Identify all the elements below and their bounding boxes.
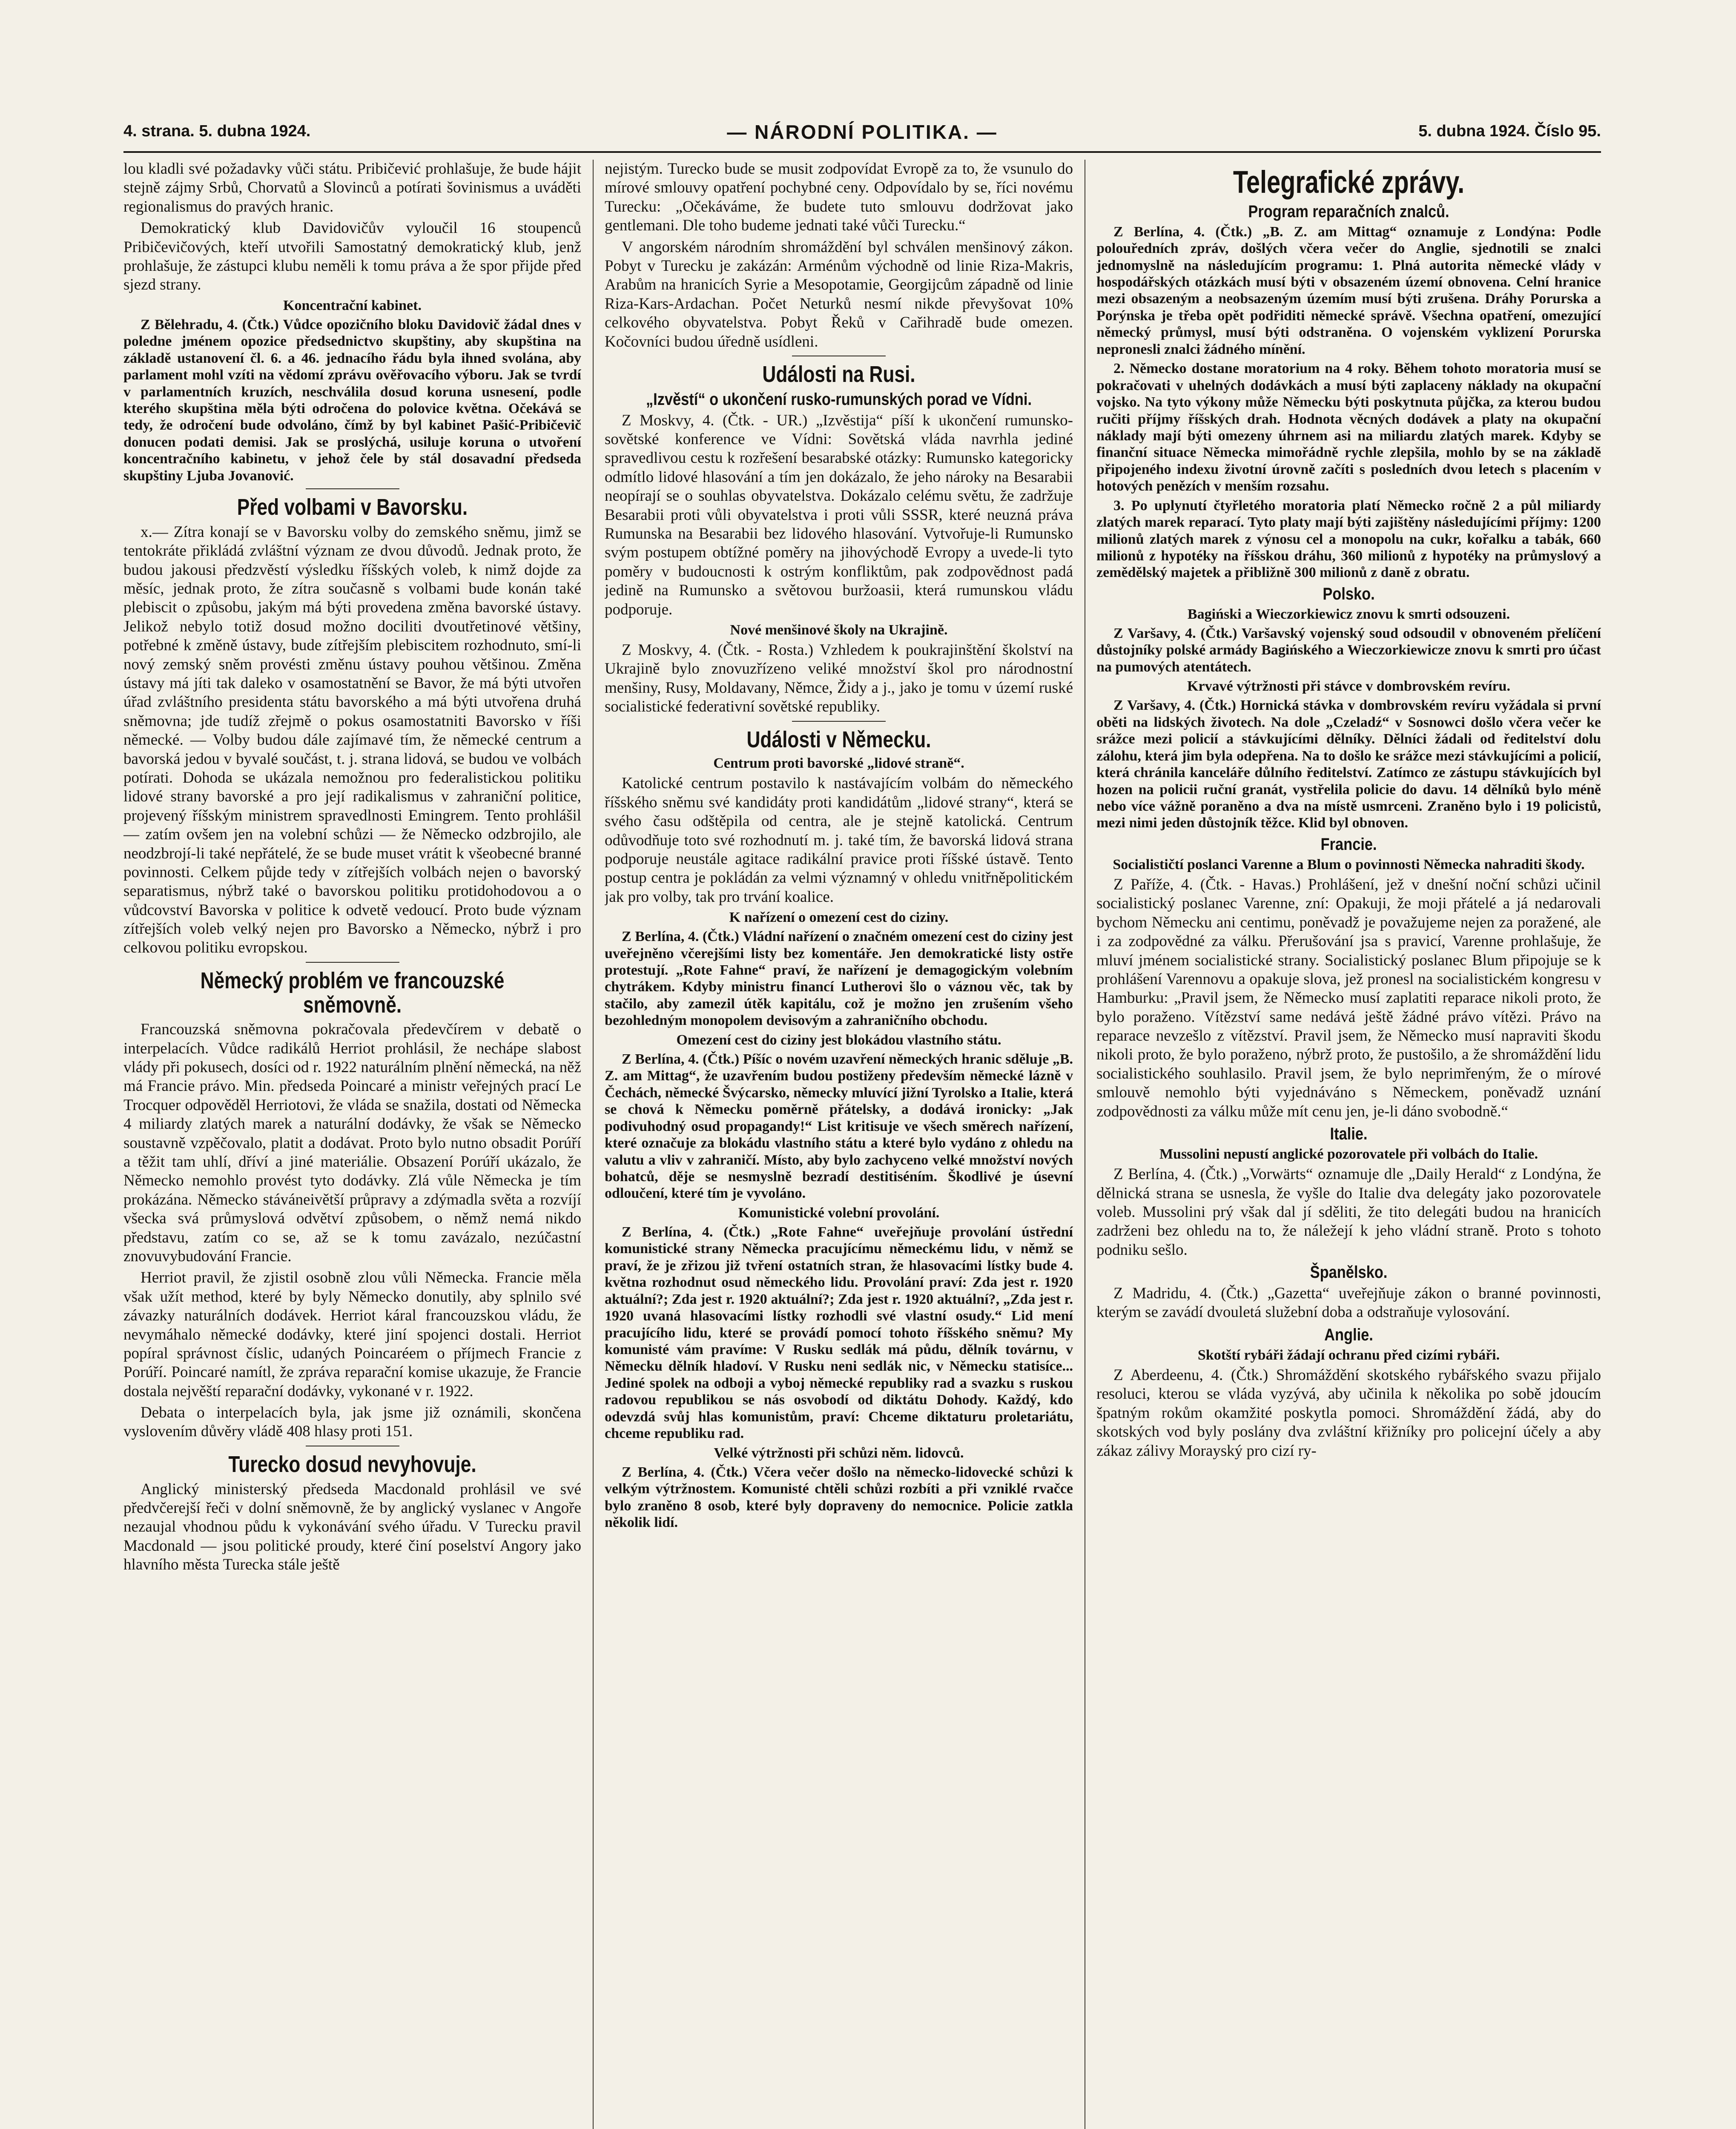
header-page-date: 4. strana. 5. dubna 1924. — [123, 122, 311, 140]
article-text: Anglický ministerský předseda Macdonald prohlásil ve své předvčerejší řeči v dolní sněmovně, že by anglický vyslanec v Angoře nezaujal vhodnou půdu k vykonávání svého úřadu. V Turecku pravil Macdonald — jsou politické proudy, které činí poselství Angory jako hlavního města Turecka stále ještě — [123, 1480, 581, 1574]
article-heading: Skotští rybáři žádají ochranu před cizími rybáři. — [1197, 1347, 1500, 1363]
article-heading: Program reparačních znalců. — [1248, 202, 1449, 221]
article-text: Z Berlína, 4. (Čtk.) „Rote Fahne“ uveřejňuje provolání ústřední komunistické strany Německa pracujícímu německému lidu, v němž se praví, že je zřizou již tvření ostatních stran, že hlasovacími lístky bude 4. května rozhodnut osud německého lidu. Provolání praví: Zda jest r. 1920 aktuální?; Zda jest r. 1920 aktuální?; Zda jest r. 1920 aktuální?, „Zda jest r. 1920 uvaná hlasovacími lístky rozhodli své vlastní osudy.“ Lid mení pracujícího lidu, které se provádí pomocí tohoto říšského sněmu? My komunisté vám pravíme: V Rusku sedlák má půdu, dělník továrnu, v Německu dělník hladoví. V Rusku neni sedlák nic, v Německu statisíce... Jediné spolek na odboji a vyboj německé republiky rad a svazku s ruskou radovou republikou se nás osvobodí od diktátu Dohody. Každý, kdo odevzdá svůj hlas komunistům, praví: Chceme diktaturu proletariátu, chceme republiku rad. — [605, 1224, 1073, 1442]
article-heading: Centrum proti bavorské „lidové straně“. — [713, 755, 964, 772]
article-text: Z Madridu, 4. (Čtk.) „Gazetta“ uveřejňuje zákon o branné povinnosti, kterým se zavádí dvouletá služební doba a odstraňuje vylosování. — [1096, 1285, 1601, 1321]
article-text: x.— Zítra konají se v Bavorsku volby do zemského sněmu, jimž se tentokráte přikládá zvláštní význam ze dvou důvodů. Jednak proto, že budou jakousi předzvěstí výsledku říšských voleb, k nimž dojde za měsíc, jednak proto, že zítra současně s volbami bude konán také plebiscit o způsobu, jakým má býti provedena změna bavorské ústavy. Jelikož nebylo totiž dosud možno dociliti dvoutřetinové většiny, potřebné k změně ústavy, bude zítřejším plebiscitem rozhodnuto, smí-li nový zemský sněm provésti změnu ústavy pouhou většinou. Změna ústavy má jíti tak daleko v osamostatnění se Bavor, že má býti utvořen úřad zvláštního presidenta státu bavorského a má býti utvořena druhá sněmovna; jde tudíž zřejmě o pokus osamostatniti Bavorsko v říši německé. — Volby budou dále zajímavé tím, že německé centrum a bavorská jedou v byvalé součást, t. j. strana lidová, se budou ve volbách potírati. Dohoda se ukázala nemožnou pro federalistickou politiku lidové strany bavorské a pro její radikalismus v zahraniční politice, projevený říšským ministrem spravedlnosti Emingrem. Tento prohlášil — zatím ovšem jen na volební schůzi — že Německo odzbrojilo, ale neodzbrojí-li také nepřátelé, že se bude muset vrátit k všeobecné branné povinnosti. Celkem půjde tedy v zítřejších volbách nejen o bavorský separatismus, nýbrž také o bavorskou politiku protidohodovou a o vůdcovství Bavorska v politice k odvetě vedoucí. Proto bude význam zítřejších voleb velký nejen pro Bavorsko a Německo, nýbrž i pro celkovou politiku evropskou. — [123, 523, 581, 957]
article-heading: Nové menšinové školy na Ukrajině. — [730, 622, 948, 638]
header-masthead: — NÁRODNÍ POLITIKA. — — [727, 121, 998, 143]
section-headline: Události v Německu. — [746, 726, 931, 752]
country-heading: Francie. — [1320, 835, 1377, 854]
article-heading: Komunistické volební provolání. — [738, 1205, 940, 1221]
article-text: V angorském národním shromáždění byl schválen menšinový zákon. Pobyt v Turecku je zakázán: Arménům východně od linie Riza-Makris, Arabům na hranicích Syrie a Mesopotamie, Georgijcům západně od linie Riza-Kars-Ardachan. Počet Neturků nesmí nikde převyšovat 10% celkového obyvatelstva. Pobyt Řeků v Cařihradě bude omezen. Kočovníci budou úředně usídleni. — [605, 238, 1073, 350]
page-header — [123, 113, 1601, 153]
article-headline: Německý problém ve francouzské sněmovně. — [200, 967, 505, 1018]
article-heading: K nařízení o omezení cest do ciziny. — [729, 910, 949, 926]
article-heading: Velké výtržnosti při schůzi něm. lidovců. — [714, 1445, 964, 1461]
section-divider — [306, 962, 399, 963]
article-text: Z Berlína, 4. (Čtk.) „Vorwärts“ oznamuje dle „Daily Herald“ z Londýna, že dělnická strana se usnesla, že vyšle do Italie dva delegáty jako pozorovatele voleb. Mussolini prý však dal jí sděliti, že tito delegáti budou na hranicích zadrženi bez ohledu na to, že náležejí k jeho vládní straně. Proto s tohoto podniku sešlo. — [1096, 1165, 1601, 1259]
article-text: Z Berlína, 4. (Čtk.) Včera večer došlo na německo-lidovecké schůzi k velkým výtržnostem. Komunisté chtěli schůzi rozbíti a při vzniklé rvačce bylo zraněno 8 osob, které byly dopraveny do nemocnice. Policie zatkla několik lidí. — [605, 1464, 1073, 1530]
article-text: Z Berlína, 4. (Čtk.) Píšíc o novém uzavření německých hranic sděluje „B. Z. am Mittag“, že uzavřením budou postiženy především německé lázně v Čechách, německé Švýcarsko, německy mluvící jižní Tyrolsko a Italie, která se chová k Německu poměrně přátelsky, a dodává ironicky: „Jak podivuhodný osud propagandy!“ List kritisuje ve všech směrech nařízení, které označuje za blokádu vlastního státu a které bylo vydáno z ohledu na valutu a vliv v zahraničí. Místo, aby bylo zachyceno velké množství nových bohatců, děje se nesmyslně bezradí destitiséním. Škodlivé je úsevní odloučení, které tím je vyvoláno. — [605, 1051, 1073, 1202]
article-text: Z Moskvy, 4. (Čtk. - UR.) „Izvěstija“ píší k ukončení rumunsko-sovětské konference ve Vídni: Sovětská vláda navrhla jediné spravedlivou cestu k rozřešení besarabské otázky: Rumunsko kategoricky odmítlo lidové hlasování a tím jen dokázalo, že jeho nároky na Besarabii neopírají se o souhlas obyvatelstva. Dokázalo celému světu, že zadržuje Besarabii proti vůli obyvatelstva i proti vůli SSSR, které neuzná práva Rumunska na Besarabii bez lidového hlasování. Vytvořuje-li Rumunsko svým postupem obtížné poměry na jihovýchodě Evropy a uvede-li tyto poměry v budoucnosti k ostrým konfliktům, pak zodpovědnost padá jedině na Rumunsko a světovou buržoasii, která rumunskou vládu podporuje. — [605, 411, 1073, 618]
article-text: lou kladli své požadavky vůči státu. Pribičević prohlašuje, že bude hájit stejně zájmy Srbů, Chorvatů a Slovinců a potírati šovinismus a uváděti regionalismus do pravých hranic. — [123, 160, 581, 215]
article-text: 3. Po uplynutí čtyřletého moratoria platí Německo ročně 2 a půl miliardy zlatých marek reparací. Tyto platy mají býti zajištěny následujícími příjmy: 1200 milionů zlatých marek z výnosu cel a monopolu na cukr, kořalku a tabák, 660 milionů z hypotéky na říšskou dráhu, 360 milionů z hypotéky na průmyslový a zemědělský majetek a přibližně 300 milionů z daně z obratu. — [1096, 497, 1601, 581]
article-text: Demokratický klub Davidovičův vyloučil 16 stoupenců Pribičevičových, kteří utvořili Samostatný demokratický klub, jenž prohlašuje, že zástupci klubu neměli k tomu práva a že spor přijde před sjezd strany. — [123, 219, 581, 294]
newspaper-page — [123, 113, 1601, 2129]
article-text: Debata o interpelacích byla, jak jsme již oznámili, skončena vyslovením důvěry vládě 408 hlasy proti 151. — [123, 1404, 581, 1440]
column-left — [123, 160, 581, 2129]
article-text: Herriot pravil, že zjistil osobně zlou vůli Německa. Francie měla však užít method, které by byly Německo donutily, aby splnilo své závazky naturálních dodávek. Herriot káral francouzskou vládu, že nevymáhalo německé dodávky, které jiní spojenci dostali. Herriot popíral správnost číslic, udaných Poincaréem o příjmech Francie z Porúří. Poincaré namítl, že zpráva reparační komise ukazuje, že Francie dostala nejvěští reparační dodávky, vykonané v r. 1922. — [123, 1269, 581, 1400]
country-heading: Španělsko. — [1310, 1263, 1388, 1282]
article-text: Francouzská sněmovna pokračovala předevčírem v debatě o interpelacích. Vůdce radikálů Herriot prohlásil, že nechápe slabost vlády při pokusech, dosíci od r. 1922 naturálním plnění německá, na něž má Francie právo. Min. předseda Poincaré a ministr veřejných prací Le Trocquer odpověděl Herriotovi, že vláda se snažila, dostati od Německa 4 miliardy zlatých marek a naturální dodávky, že však se Německo soustavně vzpěčovalo, platit a dodávat. Proto bylo nutno obsadit Porúří a těžit tam uhlí, dříví a jiné materiálie. Obsazení Porúří ukázalo, že Německo nemohlo provést tyto dodávky. Zlá vůle Německa je tím prokázána. Německo stáváneivětší průpravy a zdýmadla světa a rozvíjí všecka svá průmyslová odvětví způsobem, o němž nemá nikdo představu, zatím co se, až se k tomu zavázalo, nezúčastní znovuvybudování Francie. — [123, 1021, 581, 1265]
article-headline: Před volbami v Bavorsku. — [237, 494, 468, 520]
column-middle — [605, 160, 1073, 2129]
country-heading: Polsko. — [1323, 584, 1375, 603]
article-heading: Koncentrační kabinet. — [283, 297, 422, 313]
header-issue-number: 5. dubna 1924. Číslo 95. — [1418, 122, 1601, 140]
section-headline: Události na Rusi. — [762, 361, 915, 387]
article-heading: „Izvěstí“ o ukončení rusko-rumunských porad ve Vídni. — [646, 390, 1032, 409]
section-divider — [792, 721, 886, 722]
article-heading: Mussolini nepustí anglické pozorovatele při volbách do Italie. — [1159, 1146, 1538, 1162]
article-text: Z Bělehradu, 4. (Čtk.) Vůdce opozičního bloku Davidovič žádal dnes v poledne jménem opozice předsednictvo skupštiny, aby skupština na základě ustanovení čl. 6. a 46. jednacího řádu byla ihned svolána, aby parlament mohl vzíti na vědomí zprávu ověřovacího výboru. Jak se tvrdí v parlamentních kruzích, neschválila dosud koruna usnesení, podle kterého skupština měla býti odročena do polovice května. Očekává se tedy, že odročení bude odvoláno, čímž by byl kabinet Pašić-Pribičevič donucen podati demisi. Jak se proslýchá, usiluje koruna o utvoření koncentračního kabinetu, v jehož čele by stál dosavadní předseda skupštiny Ljuba Jovanović. — [123, 316, 581, 484]
article-heading: Socialističtí poslanci Varenne a Blum o povinnosti Německa nahraditi škody. — [1113, 856, 1585, 872]
country-heading: Anglie. — [1324, 1325, 1373, 1344]
article-heading: Omezení cest do ciziny jest blokádou vlastního státu. — [676, 1032, 1001, 1048]
article-text: Z Berlína, 4. (Čtk.) Vládní nařízení o značném omezení cest do ciziny jest uveřejněno včerejšími listy bez komentáře. Jen demokratické listy ostře protestují. „Rote Fahne“ praví, že nařízení je demagogickým volebním chytrákem. Kdyby ministru financí Lutherovi šlo o váznou věc, tak by stačilo, aby zamezil útěk kapitálu, což je možno jen zrušením všeho bezohledným monopolem devisovým a zahraničního obchodu. — [605, 929, 1073, 1029]
article-text: Z Aberdeenu, 4. (Čtk.) Shromáždění skotského rybářského svazu přijalo resoluci, kterou se vláda vyzývá, aby učinila k několika po sobě jdoucím špatným rokům okamžité poskytla pomoci. Shromáždění žádá, aby do skotských vod byly poslány dva zvláštní křižníky pro policejní účely a aby zákaz zálivy Morayský pro cizí ry- — [1096, 1366, 1601, 1460]
section-divider — [306, 488, 399, 489]
article-headline: Turecko dosud nevyhovuje. — [228, 1451, 476, 1477]
article-heading: Krvavé výtržnosti při stávce v dombrovském revíru. — [1187, 678, 1510, 694]
article-text: Z Moskvy, 4. (Čtk. - Rosta.) Vzhledem k poukrajinštění školství na Ukrajině bylo znovuzřízeno veliké množství škol pro národnostní menšiny, Rusy, Moldavany, Němce, Židy a j., jako je tomu v území ruské socialistické federativní sovětské republiky. — [605, 641, 1073, 716]
article-text: Z Paříže, 4. (Čtk. - Havas.) Prohlášení, jež v dnešní noční schůzi učinil socialistický poslanec Varenne, zní: Opakuji, že moji přátelé a já nedarovali bychom Německu ani centimu, poněvadž je považujeme nejen za poražené, ale i za zodpovědné za válku. Přerušování jsa s pravicí, Varenne prohlašuje, že mluví jménem socialistické strany. Socialistický poslanec Blum připojuje se k prohlášení Varennovu a opakuje slova, jež pronesl na socialistickém kongresu v Hamburku: „Pravil jsem, že Německo musí zaplatiti reparace nikoli proto, že bylo poraženo. Vítězství same nedává ještě žádné právo vítězi. Právo na reparace nevzešlo z vítězství. Pravil jsem, že Německo musí napraviti škodu nikoli proto, že bylo poraženo, nýbrž proto, že pustošilo, a že shromáždění lidu socialistického souhlasilo. Pravil jsem, že bylo neprimřeným, že o mírové smlouvě nemohlo býti vyjednáváno s Německem, poněvadž uznání zodpovědnosti za válku může mít cenu jen, je-li dáno svobodně.“ — [1096, 875, 1601, 1120]
article-text: Katolické centrum postavilo k nastávajícím volbám do německého říšského sněmu své kandidáty proti kandidátům „lidové strany“, která se svého času odštěpila od centra, ale je stejně katolická. Centrum odůvodňuje toto své rozhodnutí m. j. také tím, že bavorská lidová strana podporuje neustále agitace radikální pravice proti říšské ústavě. Tento postup centra je pokládán za velmi významný v ohledu vnitřněpolitickém jak pro volby, tak pro trvání koalice. — [605, 775, 1073, 906]
column-divider — [593, 160, 594, 2129]
article-text: 2. Německo dostane moratorium na 4 roky. Během tohoto moratoria musí se pokračovati v uhelných dodávkách a musí býti zaplaceny náklady na okupační vojsko. Na tyto výkony může Německu býti poskytnuta půjčka, za kterou budou ručiti příjmy říšských drah. Hodnota věcných dodávek a platy na okupační náklady mají býti omezeny úhrnem asi na miliardu zlatých marek. Kdyby se finanční situace Německa mimořádně rychle zlepšila, mohlo by se na základě připojeného indexu životní úrovně začíti s posledních dvou letech s placením v hotových penězích v menším rozsahu. — [1096, 361, 1601, 494]
article-text: Z Varšavy, 4. (Čtk.) Hornická stávka v dombrovském revíru vyžádala si první oběti na lidských životech. Na dole „Czeladź“ v Sosnowci došlo včera večer ke srážce mezi policií a stávkujícími dělníky. Dělníci žádali od ředitelství dolu zálohu, která jim byla odepřena. Na to došlo ke srážce mezi stávkujícími a policií, která chránila kanceláře důlního ředitelství. Zatímco ze zástupu stávkujících byl hozen na policii ruční granát, vystřelila policie do davu. 14 dělníků bylo méně nebo více vážně poraněno a dva na místě usmrceni. Zraněno bylo i 19 policistů, mezi nimi jeden důstojník těžce. Klid byl obnoven. — [1096, 697, 1601, 831]
article-heading: Bagiński a Wieczorkiewicz znovu k smrti odsouzeni. — [1187, 606, 1510, 622]
article-text: Z Berlína, 4. (Čtk.) „B. Z. am Mittag“ oznamuje z Londýna: Podle polouředních zpráv, došlých včera večer do Anglie, sjednotili se znalci jednomyslně na následujícím programu: 1. Plná autorita německé vlády v hospodářských otázkách musí býti v obsazeném území obnovena. Celní hranice mezi obsazeným a neobsazeným územím musí býti zrušena. Dráhy Porurska a Porýnska je třeba opět podřiditi německé správě. Všechna opatření, omezující německý průmysl, musí býti odstraněna. O vojenském vyklizení Porurska nepronesli znalci žádného mínění. — [1096, 224, 1601, 357]
column-right — [1096, 160, 1601, 2129]
section-headline: Telegrafické zprávy. — [1233, 164, 1465, 200]
article-text: Z Varšavy, 4. (Čtk.) Varšavský vojenský soud odsoudil v obnoveném přelíčení důstojníky polské armády Bagińského a Wieczorkiewicze znovu k smrti pro účast na pumových atentátech. — [1096, 625, 1601, 675]
country-heading: Italie. — [1330, 1125, 1368, 1144]
article-text: nejistým. Turecko bude se musit zodpovídat Evropě za to, že vsunulo do mírové smlouvy opatření pochybné ceny. Odpovídalo by se, říci novému Turecku: „Očekáváme, že budete tuto smlouvu dodržovat jako gentlemani. Dle toho budeme jednati také vůči Turecku.“ — [605, 160, 1073, 235]
